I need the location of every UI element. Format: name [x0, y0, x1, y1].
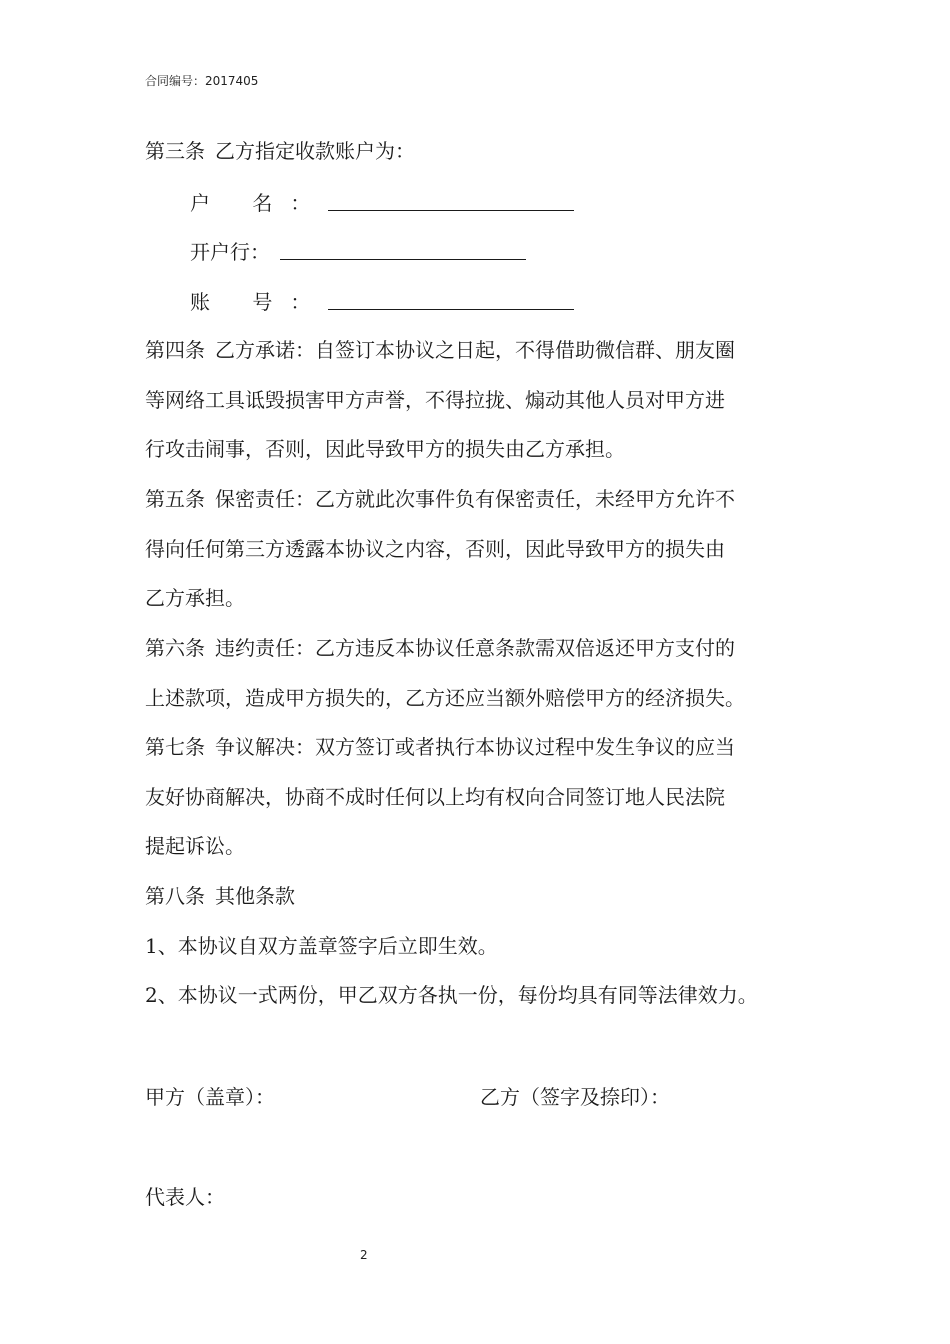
representative-label: 代表人： [145, 1185, 225, 1209]
account-name-label: 户 名： [190, 191, 329, 215]
article-8-item-1: 1、本协议自双方盖章签字后立即生效。 [145, 933, 498, 958]
article-4-number: 第四条 [145, 338, 205, 362]
article-4-line-2: 等网络工具诋毁损害甲方声誉，不得拉拢、煽动其他人员对甲方进 [145, 387, 725, 412]
article-7-number: 第七条 [145, 735, 205, 759]
article-5-line-1 [145, 475, 825, 525]
account-number-row [190, 287, 574, 317]
article-6-line-2: 上述款项，造成甲方损失的，乙方还应当额外赔偿甲方的经济损失。 [145, 685, 745, 710]
article-4-line-1 [145, 326, 825, 376]
bank-blank[interactable] [280, 241, 526, 260]
article-8-text: 其他条款 [215, 884, 295, 908]
page-number: 2 [360, 1248, 368, 1262]
article-7-text-1: 争议解决：双方签订或者执行本协议过程中发生争议的应当 [215, 735, 735, 759]
article-8-item-2: 2、本协议一式两份，甲乙双方各执一份，每份均具有同等法律效力。 [145, 983, 758, 1007]
article-7-line-2: 友好协商解决，协商不成时任何以上均有权向合同签订地人民法院 [145, 784, 725, 809]
article-6-number: 第六条 [145, 636, 205, 660]
article-8 [145, 872, 825, 1021]
bank-label: 开户行： [190, 240, 270, 264]
article-7-line-1 [145, 723, 825, 773]
article-8-heading [145, 872, 825, 922]
article-8-number: 第八条 [145, 884, 205, 908]
article-7-line-3: 提起诉讼。 [145, 834, 245, 858]
article-6-text-1: 违约责任：乙方违反本协议任意条款需双倍返还甲方支付的 [215, 636, 735, 660]
article-5-line-2: 得向任何第三方透露本协议之内容，否则，因此导致甲方的损失由 [145, 536, 725, 561]
article-3-heading [145, 127, 825, 177]
account-name-row [190, 188, 574, 218]
article-7 [145, 723, 825, 872]
article-6-line-1 [145, 624, 825, 674]
article-5-text-1: 保密责任：乙方就此次事件负有保密责任，未经甲方允许不 [215, 487, 735, 511]
article-5-line-3: 乙方承担。 [145, 586, 245, 610]
party-b-signature: 乙方（签字及捺印）： [480, 1085, 670, 1109]
article-3-text: 乙方指定收款账户为： [215, 139, 415, 163]
article-4-text-1: 乙方承诺：自签订本协议之日起，不得借助微信群、朋友圈 [215, 338, 735, 362]
article-5 [145, 475, 825, 624]
article-5-number: 第五条 [145, 487, 205, 511]
article-4-line-3: 行攻击闹事，否则，因此导致甲方的损失由乙方承担。 [145, 437, 625, 461]
account-name-blank[interactable] [328, 192, 574, 211]
bank-row [190, 237, 526, 267]
article-3-number: 第三条 [145, 139, 205, 163]
account-number-label: 账 号： [190, 290, 329, 314]
party-a-seal: 甲方（盖章）： [145, 1085, 275, 1109]
account-number-blank[interactable] [328, 291, 574, 310]
contract-number: 合同编号：2017405 [145, 74, 259, 88]
article-6 [145, 624, 825, 723]
article-4 [145, 326, 825, 475]
